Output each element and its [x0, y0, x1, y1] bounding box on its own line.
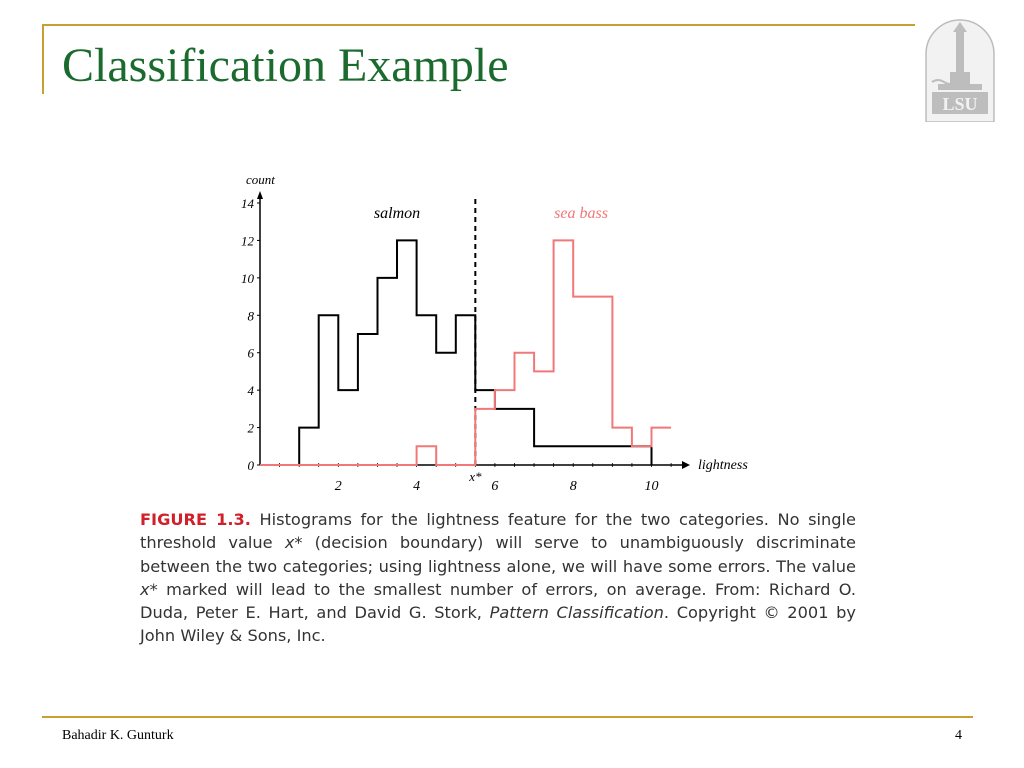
salmon-label: salmon: [373, 204, 421, 222]
bottom-accent-rule: [42, 716, 973, 718]
y-tick-label: 14: [241, 196, 254, 211]
x-tick-label: 2: [334, 479, 342, 494]
y-axis-title: count: [246, 172, 275, 187]
sea-bass-label: sea bass: [554, 204, 608, 222]
logo-text: LSU: [942, 94, 978, 114]
caption-text-2: (decision boundary) will serve to unambiguously discriminate between the two categories; using lightness alone, we will have some errors. The value: [140, 533, 856, 576]
x-axis-arrow: [682, 461, 690, 469]
figure-caption: [140, 508, 856, 648]
page-number: 4: [955, 728, 962, 743]
footer-author: Bahadir K. Gunturk: [62, 728, 174, 743]
y-axis-arrow: [257, 191, 263, 199]
caption-book-title: Pattern Classification: [489, 603, 664, 623]
x-tick-label: 10: [644, 479, 659, 494]
caption-var-1: x*: [284, 533, 303, 553]
y-tick-label: 4: [247, 383, 254, 399]
lsu-logo: [922, 18, 998, 122]
y-tick-label: 2: [247, 420, 254, 436]
y-tick-label: 10: [241, 270, 254, 286]
caption-text-3: marked will lead to the smallest number of errors, on average. From: Richard O. Duda, Peter E. Hart, and David G. Stork,: [140, 579, 856, 623]
slide-title: Classification Example: [62, 39, 509, 92]
histogram-chart: [230, 165, 770, 500]
y-tick-label: 0: [247, 458, 254, 473]
y-tick-label: 8: [247, 308, 254, 324]
x-tick-label: 6: [491, 479, 499, 494]
y-tick-label: 12: [241, 233, 254, 249]
y-tick-label: 6: [247, 345, 254, 361]
threshold-label: x*: [469, 469, 482, 484]
caption-var-2: x*: [140, 579, 158, 599]
caption-text-1: Histograms for the lightness feature for the two categories. No single threshold value: [140, 510, 856, 553]
x-tick-label: 4: [413, 479, 421, 494]
x-tick-label: 8: [569, 479, 577, 494]
top-accent-rule: [42, 24, 915, 26]
left-accent-rule: [42, 24, 44, 94]
figure-label: FIGURE 1.3.: [140, 510, 251, 529]
caption-text-4: . Copyright © 2001 by John Wiley & Sons, Inc.: [140, 603, 857, 646]
x-axis-title: lightness: [698, 458, 748, 473]
sea-bass-histogram: [260, 240, 671, 465]
